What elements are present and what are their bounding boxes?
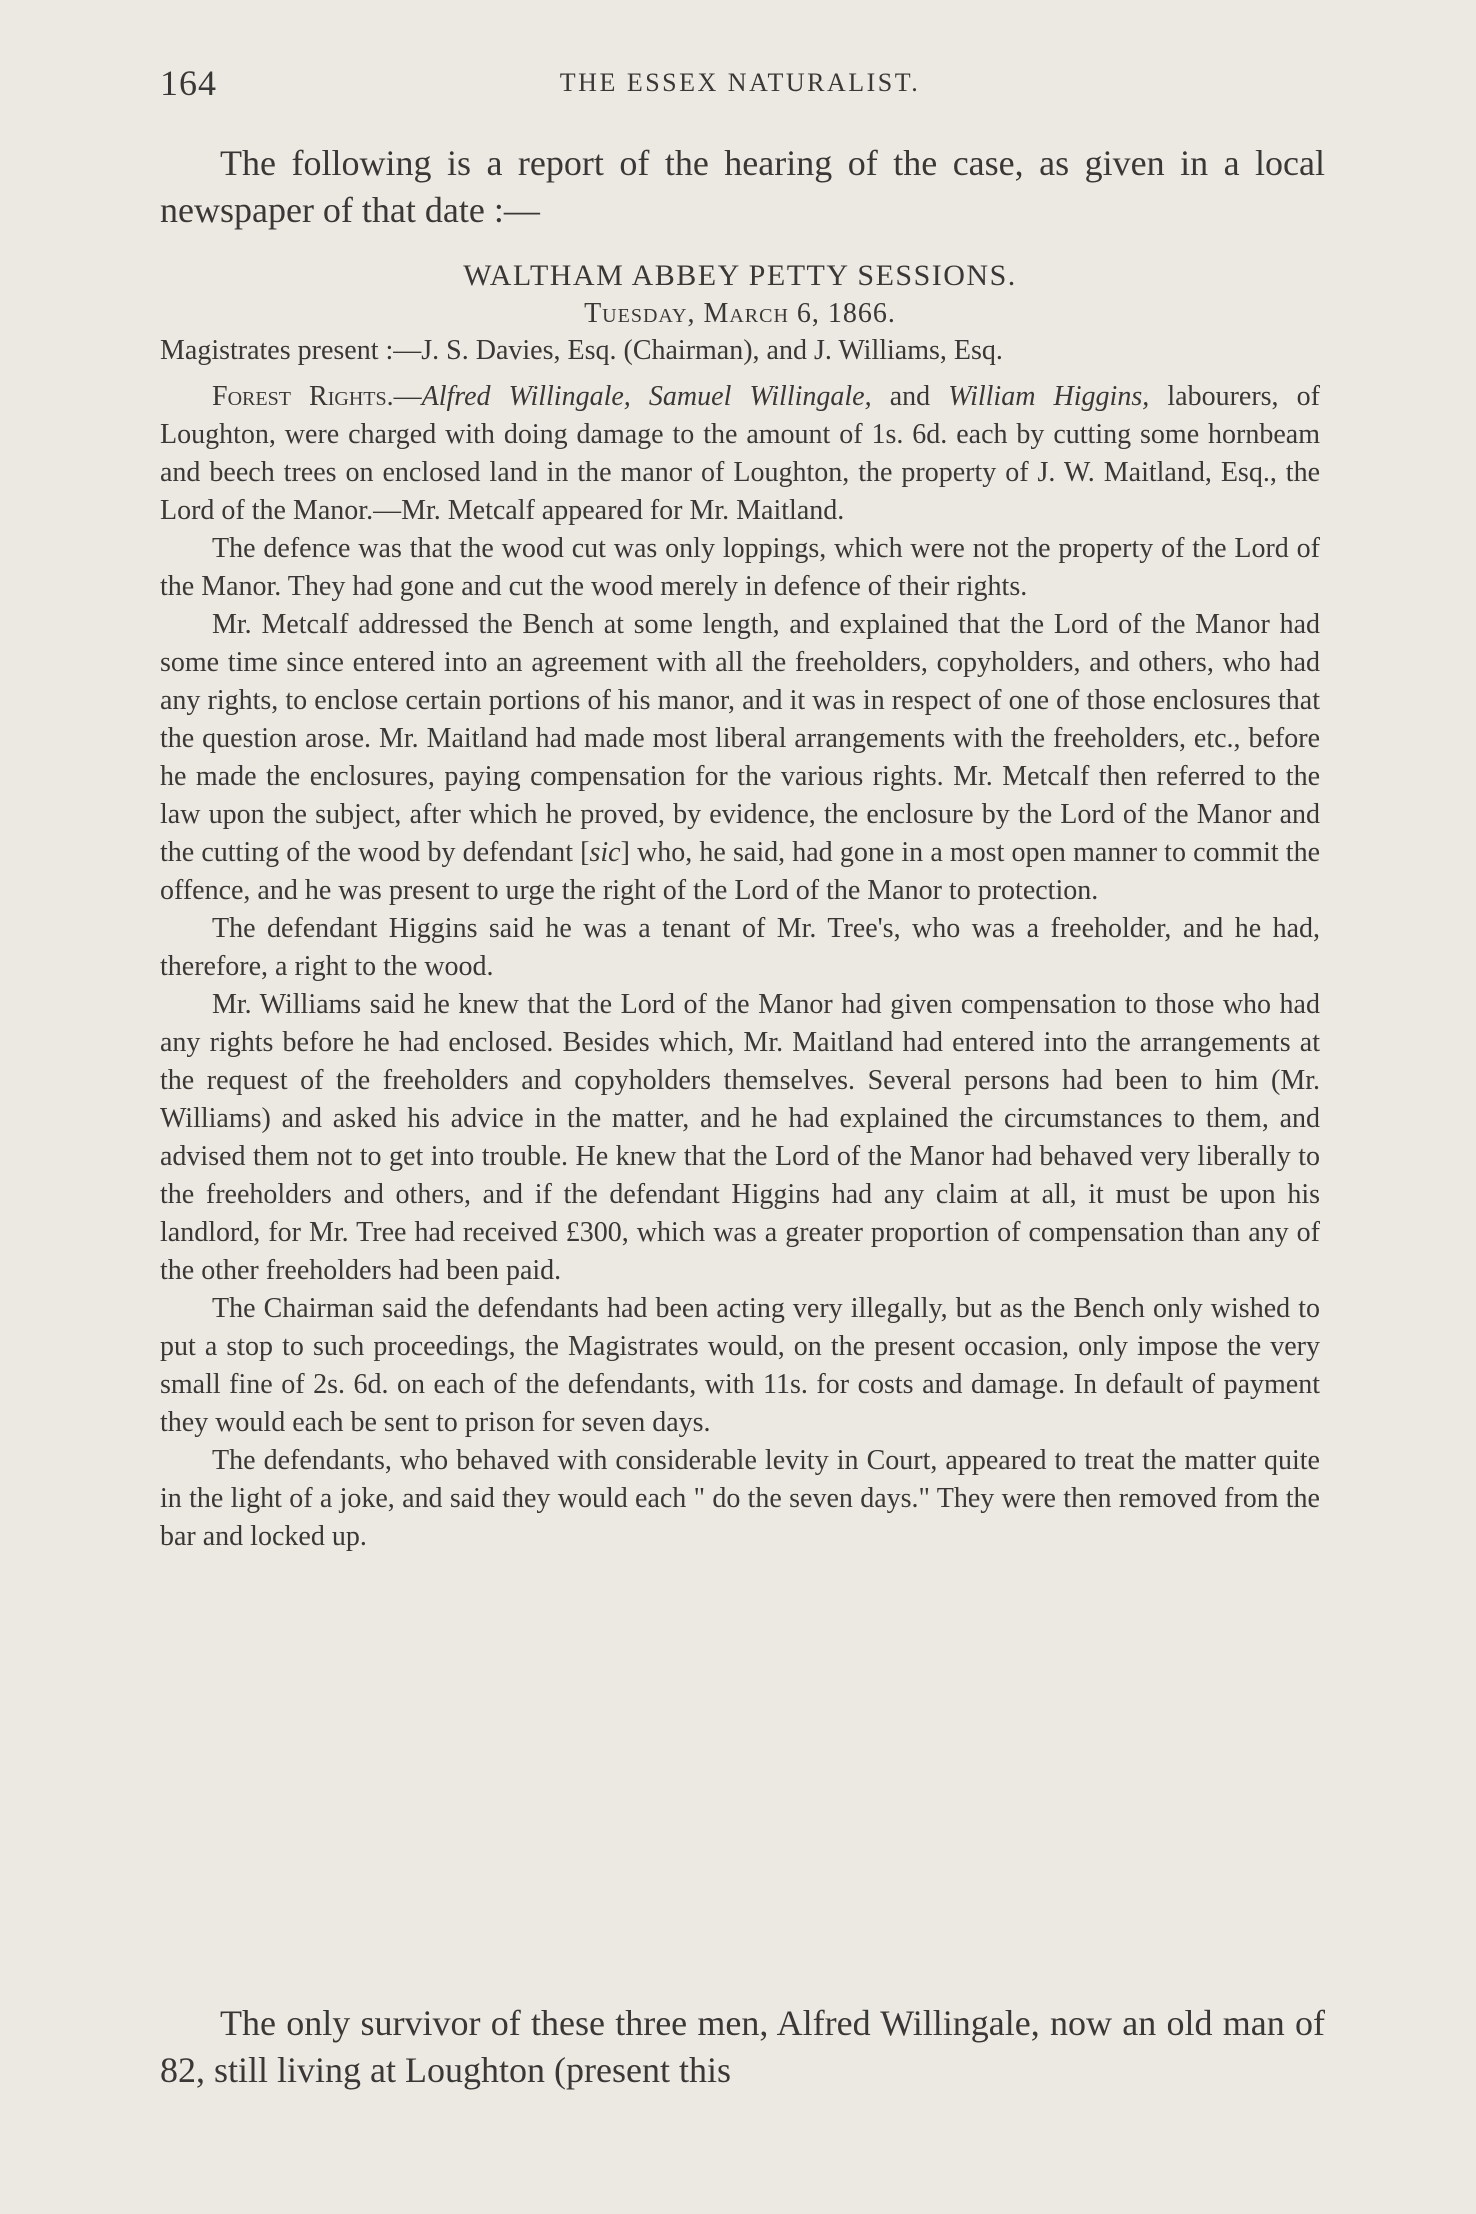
higgins-paragraph: The defendant Higgins said he was a tenant of Mr. Tree's, who was a freeholder, and he had, therefore, a right to the wood. <box>160 913 1320 982</box>
metcalf-paragraph <box>160 606 1320 910</box>
newspaper-report <box>160 256 1320 1556</box>
levity-paragraph: The defendants, who behaved with considerable levity in Court, appeared to treat the matter quite in the light of a joke, and said they would each " do the seven days." They were then removed from the bar and locked up. <box>160 1445 1320 1552</box>
closing-text: The only survivor of these three men, Alfred Willingale, now an old man of 82, still living at Loughton (present this <box>160 2003 1325 2090</box>
chairman-paragraph: The Chairman said the defendants had been acting very illegally, but as the Bench only wished to put a stop to such proceedings, the Magistrates would, on the present occasion, only impose the very small fine of 2s. 6d. on each of the defendants, with 11s. for costs and damage. In default of payment they would each be sent to prison for seven days. <box>160 1293 1320 1438</box>
sic-note: sic <box>589 837 621 868</box>
defendant-names-2: William Higgins, <box>948 381 1150 412</box>
report-date: Tuesday, March 6, 1866. <box>584 298 896 329</box>
defence-paragraph: The defence was that the wood cut was only loppings, which were not the property of the Lord of the Manor. They had gone and cut the wood merely in defence of their rights. <box>160 533 1320 602</box>
magistrates-line: Magistrates present :—J. S. Davies, Esq. (Chairman), and J. Williams, Esq. <box>160 335 1003 366</box>
williams-paragraph: Mr. Williams said he knew that the Lord of the Manor had given compensation to those who had any rights before he had enclosed. Besides which, Mr. Maitland had entered into the arrangements at the request of the freeholders and copyholders themselves. Several persons had been to him (Mr. Williams) and asked his advice in the matter, and he had explained the circumstances to them, and advised them not to get into trouble. He knew that the Lord of the Manor had behaved very liberally to the freeholders and others, and if the defendant Higgins had any claim at all, it must be upon his landlord, for Mr. Tree had received £300, which was a greater proportion of compensation than any of the other freeholders had been paid. <box>160 989 1320 1286</box>
charge-label: Forest Rights.— <box>212 381 422 412</box>
intro-paragraph <box>160 140 1325 234</box>
charge-and: and <box>871 381 949 412</box>
charge-text: labourers, of Loughton, were charged with doing damage to the amount of 1s. 6d. each by cutting some hornbeam and beech trees on enclosed land in the manor of Loughton, the property of J. W. Maitland, Esq., the Lord of the Manor.—Mr. Metcalf appeared for Mr. Maitland. <box>160 381 1320 526</box>
metcalf-text-1: Mr. Metcalf addressed the Bench at some length, and explained that the Lord of the Manor had some time since entered into an agreement with all the freeholders, copyholders, and others, who had any rights, to enclose certain portions of his manor, and it was in respect of one of those enclosures that the question arose. Mr. Maitland had made most liberal arrangements with the freeholders, etc., before he made the enclosures, paying compensation for the various rights. Mr. Metcalf then referred to the law upon the subject, after which he proved, by evidence, the enclosure by the Lord of the Manor and the cutting of the wood by defendant [ <box>160 609 1320 868</box>
intro-text: The following is a report of the hearing of the case, as given in a local newspaper of that date :— <box>160 143 1325 230</box>
report-heading: WALTHAM ABBEY PETTY SESSIONS. <box>463 259 1017 292</box>
charge-paragraph <box>160 378 1320 530</box>
journal-title: THE ESSEX NATURALIST. <box>559 68 921 97</box>
metcalf-text-2: ] who, he said, had gone in a most open manner to commit the offence, and he was present to urge the right of the Lord of the Manor to protection. <box>160 837 1320 906</box>
defendant-names-1: Alfred Willingale, Samuel Willingale, <box>421 381 872 412</box>
closing-paragraph <box>160 2000 1325 2094</box>
running-head <box>160 62 1320 112</box>
page-number: 164 <box>160 63 217 103</box>
